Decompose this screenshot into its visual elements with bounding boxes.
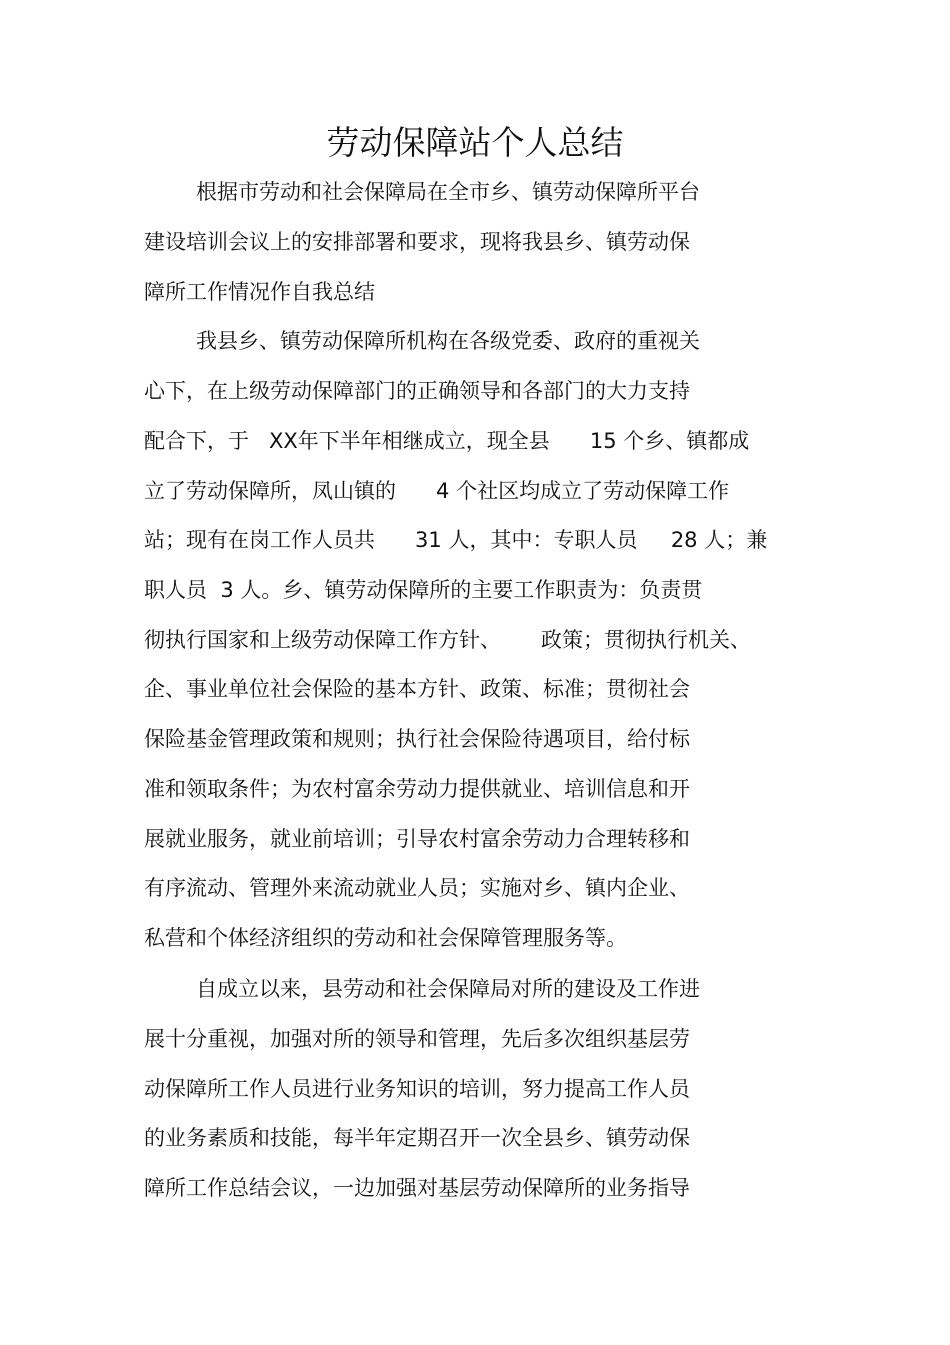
paragraph-line: 展就业服务，就业前培训；引导农村富余劳动力合理转移和 bbox=[144, 827, 690, 851]
paragraph-line: 展十分重视，加强对所的领导和管理，先后多次组织基层劳 bbox=[144, 1027, 690, 1051]
paragraph-line: 障所工作总结会议，一边加强对基层劳动保障所的业务指导 bbox=[144, 1176, 690, 1200]
paragraph-line: 动保障所工作人员进行业务知识的培训，努力提高工作人员 bbox=[144, 1077, 690, 1101]
paragraph-line: 准和领取条件；为农村富余劳动力提供就业、培训信息和开 bbox=[144, 777, 690, 801]
paragraph-line: 根据市劳动和社会保障局在全市乡、镇劳动保障所平台 bbox=[196, 180, 700, 204]
paragraph-line: 站；现有在岗工作人员共 31 人，其中：专职人员 28 人；兼 bbox=[144, 528, 768, 552]
paragraph-line: 有序流动、管理外来流动就业人员；实施对乡、镇内企业、 bbox=[144, 876, 690, 900]
paragraph-line: 立了劳动保障所，凤山镇的 4 个社区均成立了劳动保障工作 bbox=[144, 479, 730, 503]
paragraph-line: 建设培训会议上的安排部署和要求，现将我县乡、镇劳动保 bbox=[144, 230, 690, 254]
paragraph-line: 保险基金管理政策和规则；执行社会保险待遇项目，给付标 bbox=[144, 727, 690, 751]
paragraph-line: 障所工作情况作自我总结 bbox=[144, 280, 375, 304]
paragraph-line: 我县乡、镇劳动保障所机构在各级党委、政府的重视关 bbox=[196, 329, 700, 353]
paragraph-line: 的业务素质和技能，每半年定期召开一次全县乡、镇劳动保 bbox=[144, 1126, 690, 1150]
paragraph-line: 心下，在上级劳动保障部门的正确领导和各部门的大力支持 bbox=[144, 379, 690, 403]
paragraph-line: 彻执行国家和上级劳动保障工作方针、 政策；贯彻执行机关、 bbox=[144, 628, 752, 652]
paragraph-line: 职人员 3 人。乡、镇劳动保障所的主要工作职责为：负责贯 bbox=[144, 578, 703, 602]
paragraph-line: 企、事业单位社会保险的基本方针、政策、标准；贯彻社会 bbox=[144, 677, 690, 701]
document-title: 劳动保障站个人总结 bbox=[326, 123, 624, 162]
paragraph-line: 自成立以来，县劳动和社会保障局对所的建设及工作进 bbox=[196, 977, 700, 1001]
paragraph-line: 配合下，于 XX年下半年相继成立，现全县 15 个乡、镇都成 bbox=[144, 429, 750, 453]
paragraph-line: 私营和个体经济组织的劳动和社会保障管理服务等。 bbox=[144, 926, 627, 950]
